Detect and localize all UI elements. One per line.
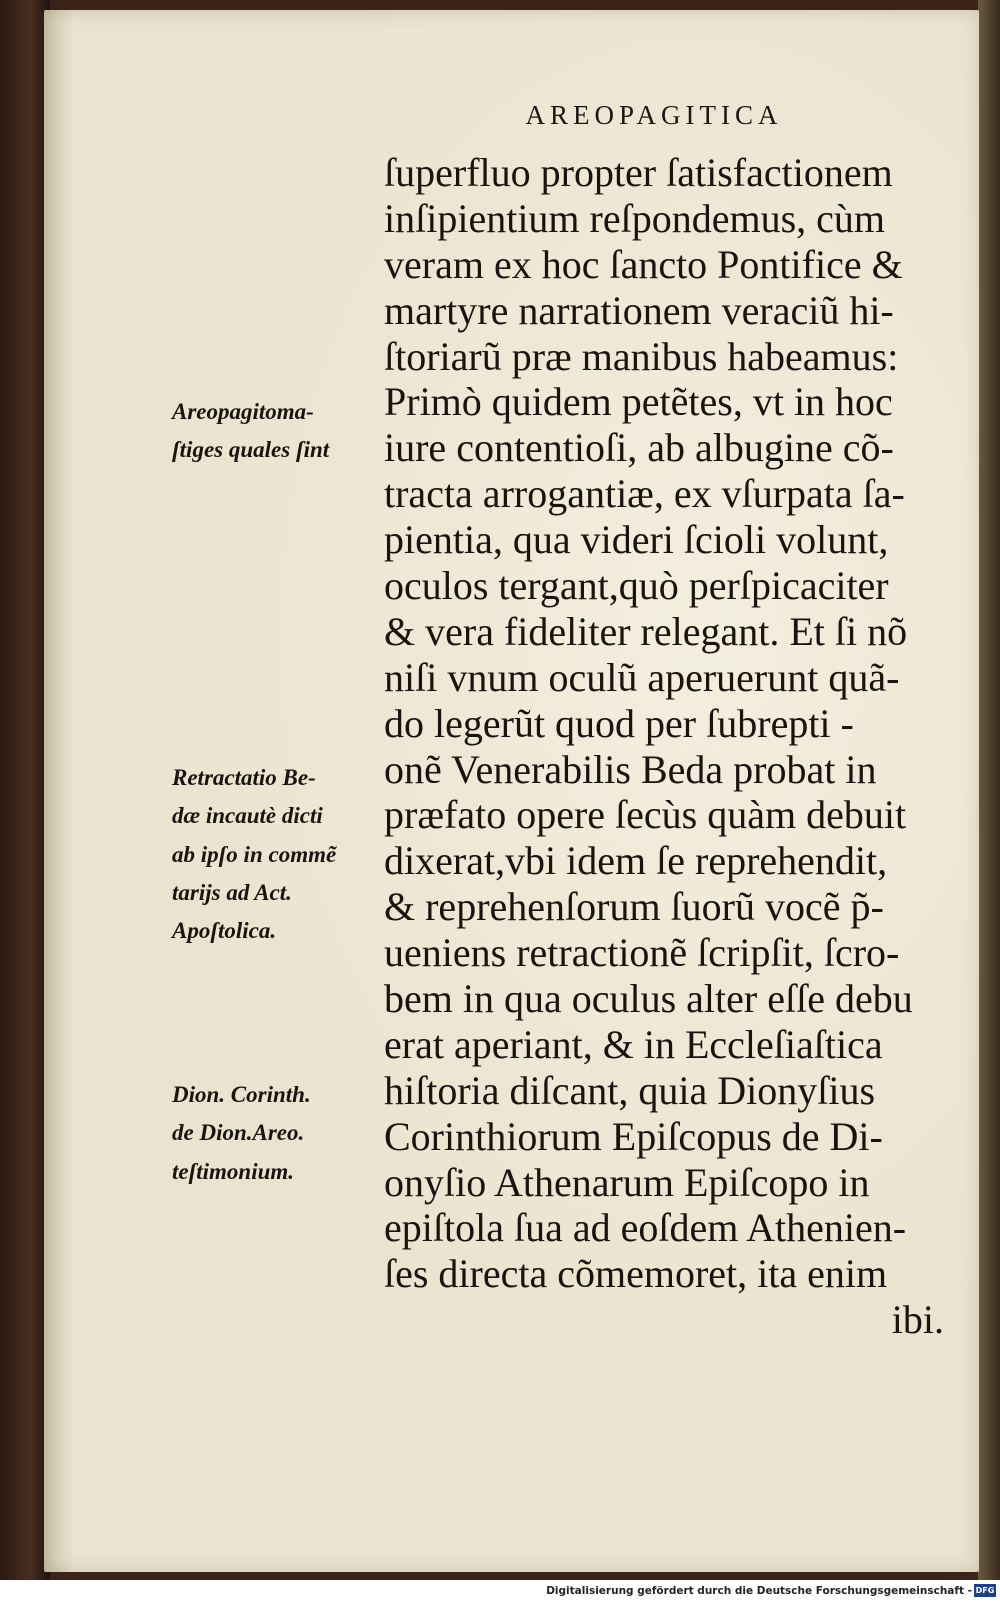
marginal-line: ſtiges quales ſint [172, 437, 330, 463]
digitization-footer [0, 1580, 1000, 1603]
marginal-note-areopagitomastiges [172, 393, 382, 470]
text-line: onyſio Athenarum Epiſcopo in [384, 1159, 870, 1205]
text-line: tracta arrogantiæ, ex vſurpata ſa- [384, 471, 905, 517]
text-line: epiſtola ſua ad eoſdem Athenien- [384, 1205, 907, 1251]
text-line: dixerat,vbi idem ſe reprehendit, [384, 838, 888, 884]
text-line: præfato opere ſecùs quàm debuit [384, 792, 907, 838]
text-line: veram ex hoc ſancto Pontifice & [384, 241, 903, 287]
funding-credit: Digitalisierung gefördert durch die Deutsche Forschungsgemeinschaft - [546, 1585, 972, 1597]
text-line: ueniens retractionẽ ſcripſit, ſcro- [384, 930, 900, 976]
marginal-line: Dion. Corinth. [172, 1082, 311, 1107]
text-line: Corinthiorum Epiſcopus de Di- [384, 1113, 883, 1159]
book-page [44, 10, 979, 1572]
text-line: erat aperiant, & in Eccleſiaſtica [384, 1021, 883, 1067]
marginal-line: tarijs ad Act. [172, 879, 292, 905]
marginal-line: dæ incautè dicti [172, 803, 323, 829]
text-line: pientia, qua videri ſcioli volunt, [384, 517, 889, 563]
text-line: bem in qua oculus alter eſſe debu [384, 976, 913, 1022]
text-line: & reprehenſorum ſuorũ vocẽ p̃- [384, 884, 884, 930]
text-line: ſtoriarũ præ manibus habeamus: [384, 333, 899, 379]
marginal-line: Areopagitoma- [172, 399, 314, 424]
marginal-note-retractatio [172, 759, 382, 950]
text-line: martyre narrationem veraciũ hi- [384, 287, 894, 333]
running-head: AREOPAGITICA [525, 100, 783, 130]
book-spine-shadow [0, 0, 50, 1580]
text-line: ſuperfluo propter ſatisfactionem [384, 150, 893, 195]
text-line-catchword: ibi. [891, 1297, 944, 1343]
text-line: niſi vnum oculũ aperuerunt quã- [384, 654, 900, 700]
marginal-line: teſtimonium. [172, 1158, 295, 1184]
main-text-block [384, 150, 944, 1343]
text-line: do legerũt quod per ſubrepti - [384, 700, 854, 746]
text-line: iure contentioſi, ab albugine cõ- [384, 425, 894, 471]
text-line: onẽ Venerabilis Beda probat in [384, 746, 877, 792]
marginal-line: de Dion.Areo. [172, 1120, 305, 1146]
text-line: oculos tergant,quò perſpicaciter [384, 563, 889, 609]
marginal-line: Apoſtolica. [172, 918, 277, 944]
text-line: & vera fideliter relegant. Et ſi nõ [384, 608, 908, 654]
text-line: Primò quidem petẽtes, vt in hoc [384, 379, 893, 425]
dfg-logo: DFG [975, 1586, 995, 1595]
marginal-line: Retractatio Be- [172, 765, 316, 790]
text-line: ſes directa cõmemoret, ita enim [384, 1251, 888, 1297]
text-line: inſipientium reſpondemus, cùm [384, 195, 886, 241]
book-edge-shadow [978, 0, 1000, 1580]
marginal-note-dionysius [172, 1076, 382, 1191]
marginal-line: ab ipſo in commẽ [172, 841, 337, 867]
text-line: hiſtoria diſcant, quia Dionyſius [384, 1067, 876, 1113]
